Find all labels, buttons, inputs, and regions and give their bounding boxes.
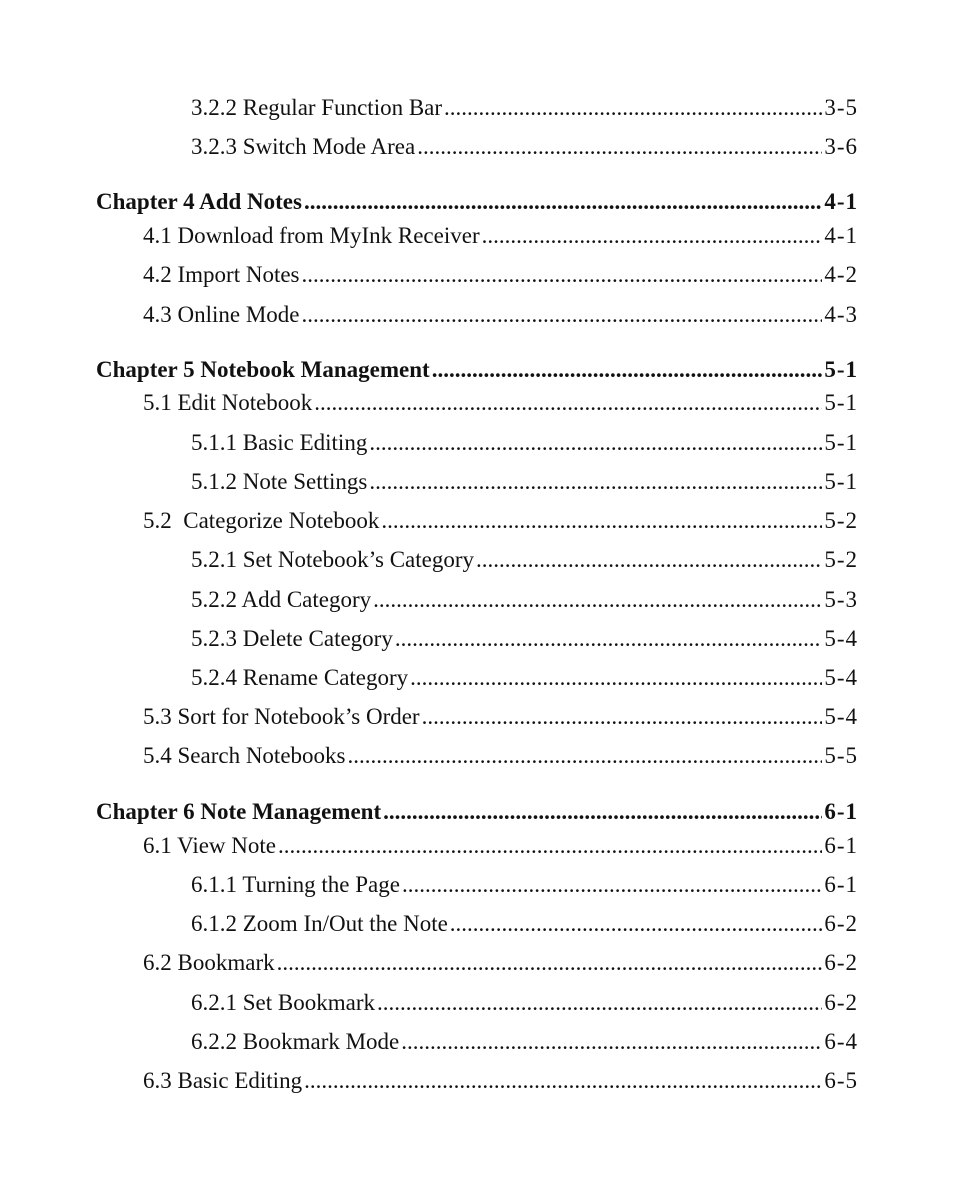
toc-entry-title: 5.2.2 Add Category [191,587,372,612]
toc-entry[interactable] [191,910,858,938]
toc-entry-title: 5.3 Sort for Notebook’s Order [143,704,420,729]
toc-leader-dots [476,546,822,574]
toc-leader-dots [444,94,822,122]
toc-page-number: 5-3 [824,587,858,612]
toc-leader-dots [373,586,822,614]
toc-leader-dots [383,798,822,826]
toc-entry[interactable] [143,949,858,977]
toc-entry-title: 6.2 Bookmark [143,950,275,975]
toc-entry-title: 3.2.2 Regular Function Bar [191,95,443,120]
toc-page-number: 5-1 [824,390,858,415]
toc-page-number: 4-2 [824,262,858,287]
toc-entry[interactable] [191,586,858,614]
toc-entry-title: 6.1.2 Zoom In/Out the Note [191,911,448,936]
toc-entry[interactable] [143,507,858,535]
toc-leader-dots [377,989,822,1017]
toc-page-number: 4-3 [824,302,858,327]
toc-page-number: 3-6 [824,134,858,159]
toc-entry-title: 6.3 Basic Editing [143,1068,303,1093]
toc-page-number: 6-4 [824,1029,858,1054]
toc-entry-title: 6.2.1 Set Bookmark [191,990,375,1015]
toc-page-number: 6-1 [824,833,858,858]
toc-entry-title: 5.2.4 Rename Category [191,665,409,690]
toc-entry[interactable] [191,871,858,899]
toc-page-number: 4-1 [824,189,858,214]
toc-page-number: 5-4 [824,626,858,651]
toc-entry[interactable] [191,133,858,161]
toc-leader-dots [348,742,823,770]
toc-page-number: 6-1 [824,799,858,824]
toc-leader-dots [432,356,823,384]
toc-leader-dots [277,949,823,977]
toc-entry[interactable] [143,703,858,731]
toc-leader-dots [402,871,822,899]
toc-leader-dots [417,133,822,161]
toc-leader-dots [395,625,823,653]
toc-page-number: 4-1 [824,223,858,248]
toc-page-number: 5-2 [824,508,858,533]
toc-leader-dots [401,1028,822,1056]
toc-page-number: 5-1 [824,430,858,455]
toc-page-number: 5-2 [824,547,858,572]
toc-page-number: 5-5 [824,743,858,768]
toc-chapter-entry[interactable] [96,798,858,826]
toc-page-number: 3-5 [824,95,858,120]
toc-entry[interactable] [191,468,858,496]
toc-chapter-title: Chapter 4 Add Notes [96,189,302,214]
toc-chapter-entry[interactable] [96,188,858,216]
toc-entry-title: 5.4 Search Notebooks [143,743,346,768]
toc-entry-title: 4.2 Import Notes [143,262,300,287]
toc-entry[interactable] [191,1028,858,1056]
toc-leader-dots [369,429,822,457]
toc-entry[interactable] [143,222,858,250]
toc-entry[interactable] [191,625,858,653]
toc-leader-dots [304,188,822,216]
toc-leader-dots [410,664,822,692]
toc-leader-dots [304,1067,822,1095]
toc-chapter-title: Chapter 6 Note Management [96,799,382,824]
toc-entry-title: 6.2.2 Bookmark Mode [191,1029,400,1054]
toc-entry[interactable] [143,832,858,860]
toc-page-number: 6-2 [824,911,858,936]
toc-entry-title: 4.3 Online Mode [143,302,300,327]
toc-entry-title: 4.1 Download from MyInk Receiver [143,223,480,248]
toc-leader-dots [278,832,822,860]
toc-leader-dots [482,222,823,250]
toc-page-number: 6-2 [824,990,858,1015]
toc-leader-dots [302,261,823,289]
toc-page-number: 5-1 [824,357,858,382]
toc-entry[interactable] [143,389,858,417]
toc-leader-dots [369,468,822,496]
toc-entry-title: 3.2.3 Switch Mode Area [191,134,416,159]
toc-page-number: 5-4 [824,665,858,690]
toc-entry-title: 5.2.1 Set Notebook’s Category [191,547,474,572]
toc-entry[interactable] [191,94,858,122]
toc-entry[interactable] [191,429,858,457]
toc-leader-dots [314,389,822,417]
toc-page-number: 5-1 [824,469,858,494]
toc-entry[interactable] [143,1067,858,1095]
toc-entry-title: 6.1 View Note [143,833,276,858]
toc-entry-title: 5.1.2 Note Settings [191,469,368,494]
toc-leader-dots [450,910,823,938]
toc-entry-title: 5.2 Categorize Notebook [143,508,380,533]
toc-page-number: 6-5 [824,1068,858,1093]
toc-entry-title: 5.1.1 Basic Editing [191,430,368,455]
toc-leader-dots [422,703,823,731]
toc-chapter-entry[interactable] [96,356,858,384]
toc-leader-dots [302,301,823,329]
toc-leader-dots [381,507,822,535]
toc-entry-title: 5.2.3 Delete Category [191,626,393,651]
toc-page-number: 6-2 [824,950,858,975]
toc-entry[interactable] [191,989,858,1017]
toc-entry[interactable] [191,664,858,692]
toc-chapter-title: Chapter 5 Notebook Management [96,357,430,382]
toc-entry[interactable] [143,301,858,329]
toc-entry-title: 6.1.1 Turning the Page [191,872,400,897]
toc-page-number: 5-4 [824,704,858,729]
toc-entry[interactable] [143,261,858,289]
toc-entry[interactable] [143,742,858,770]
toc-page-number: 6-1 [824,872,858,897]
toc-entry-title: 5.1 Edit Notebook [143,390,313,415]
toc-entry[interactable] [191,546,858,574]
